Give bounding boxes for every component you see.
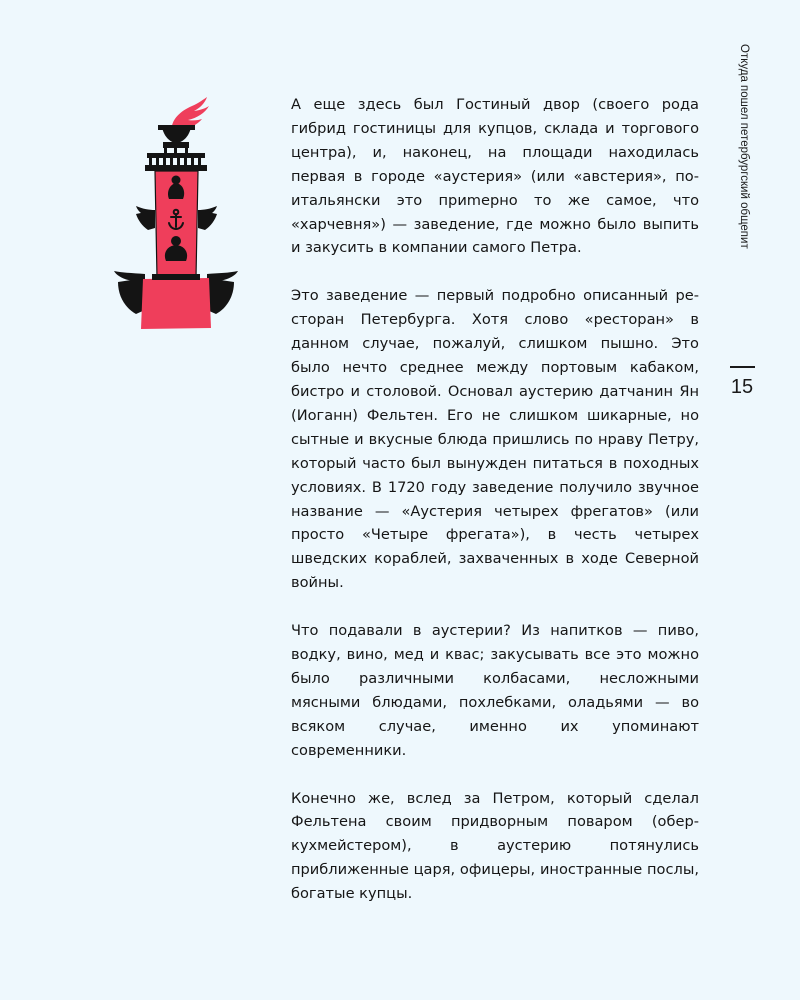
balcony-top bbox=[147, 153, 205, 158]
paragraph-4: Конечно же, вслед за Петром, который сделал Фельтена своим придворным поваром (обер-кухмейстером), в аустерию потянулись приближенные царя, офицеры, иностранные послы, богатые купцы. bbox=[291, 789, 699, 903]
paragraph-1: А еще здесь был Гостиный двор (своего рода гибрид гостиницы для купцов, склада и торгового центра), и, наконец, на площади находилась первая в городе «аустерия» (или «австерия», по-итальянски это приmерно то же самое, что «харчевня») — заведение, где можно было выпить и закусить в компании самого Петра. bbox=[291, 96, 699, 257]
running-head bbox=[736, 44, 752, 264]
body-text bbox=[291, 93, 699, 930]
running-head-text: Откуда пошел петербургский общепит bbox=[738, 44, 750, 249]
paragraph-3: Что подавали в аустерии? Из напитков — пиво, водку, вино, мед и квас; закусывать все это можно было различными колбасами, несложными мясными блюдами, похлебками, оладьями — во всяком случае, именно их упоминают современники. bbox=[291, 622, 699, 759]
page-number-rule bbox=[730, 366, 755, 368]
paragraph-2: Это заведение — первый подробно описанный ресторан Петербурга. Хотя слово «ресторан» в данном случае, пожалуй, слишком пышно. Это было нечто среднее между портовым кабаком, бистро и столовой. Основал аустерию датчанин Ян (Иоганн) Фельтен. Его не слишком шикарные, но сытные и вкусные блюда пришлись по нраву Петру, который часто был вынужден питаться в походных условиях. В 1720 году заведение получило звучное название — «Аустерия четырех фрегатов» (или просто «Четыре фрегата»), в честь четырех шведских кораблей, захваченных в ходе Северной войны. bbox=[291, 287, 699, 592]
rostral-column-icon bbox=[108, 96, 244, 336]
page-number: 15 bbox=[730, 376, 754, 398]
column-pedestal bbox=[141, 278, 211, 329]
